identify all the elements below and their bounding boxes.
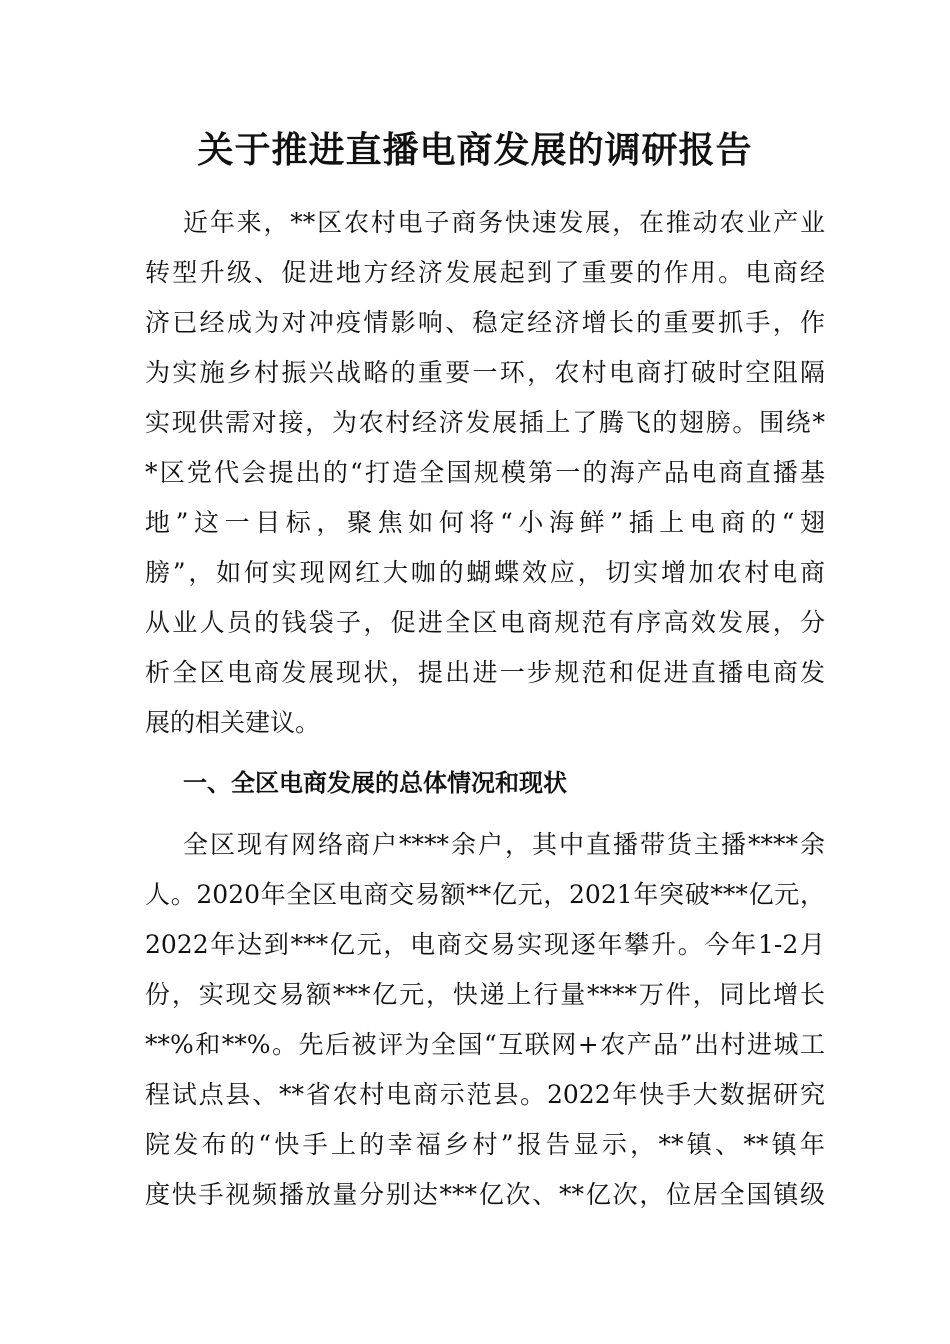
section-line: 份，实现交易额***亿元，快递上行量****万件，同比增长: [145, 980, 825, 1009]
section-line: 院发布的“快手上的幸福乡村”报告显示，**镇、**镇年: [145, 1130, 825, 1159]
section-heading: 一、全区电商发展的总体情况和现状: [183, 769, 567, 797]
intro-line: 为实施乡村振兴战略的重要一环，农村电商打破时空阻隔: [145, 358, 825, 387]
section-line: **%和**%。先后被评为全国“互联网+农产品”出村进城工: [145, 1030, 825, 1059]
document-title: 关于推进直播电商发展的调研报告: [197, 129, 753, 171]
intro-line: 济已经成为对冲疫情影响、稳定经济增长的重要抓手，作: [145, 308, 825, 337]
intro-line: 地”这一目标，聚焦如何将“小海鲜”插上电商的“翅: [145, 508, 825, 537]
intro-line: 展的相关建议。: [145, 708, 321, 737]
section-line: 度快手视频播放量分别达***亿次、**亿次，位居全国镇级: [145, 1180, 825, 1209]
intro-line: 实现供需对接，为农村经济发展插上了腾飞的翅膀。围绕*: [145, 408, 825, 437]
intro-line: 析全区电商发展现状，提出进一步规范和促进直播电商发: [145, 658, 825, 687]
intro-line: *区党代会提出的“打造全国规模第一的海产品电商直播基: [145, 458, 825, 487]
intro-line: 近年来，**区农村电子商务快速发展，在推动农业产业: [183, 208, 825, 237]
section-line: 全区现有网络商户****余户，其中直播带货主播****余: [183, 830, 825, 859]
intro-line: 膀”，如何实现网红大咖的蝴蝶效应，切实增加农村电商: [145, 558, 825, 587]
intro-line: 从业人员的钱袋子，促进全区电商规范有序高效发展，分: [145, 608, 825, 637]
section-line: 人。2020年全区电商交易额**亿元，2021年突破***亿元，: [145, 880, 825, 909]
intro-line: 转型升级、促进地方经济发展起到了重要的作用。电商经: [145, 258, 825, 287]
section-line: 程试点县、**省农村电商示范县。2022年快手大数据研究: [145, 1080, 825, 1109]
section-line: 2022年达到***亿元，电商交易实现逐年攀升。今年1-2月: [145, 930, 825, 959]
